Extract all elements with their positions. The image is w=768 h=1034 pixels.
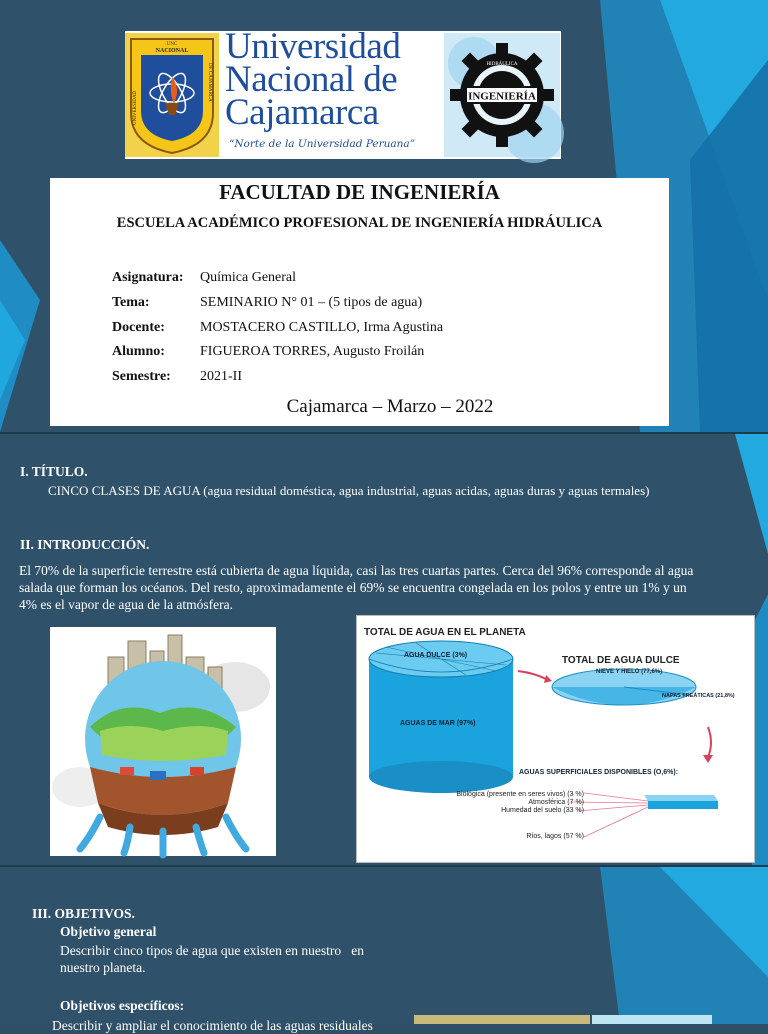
chart-item: Biológica (presente en seres vivos) (3 %): [456, 791, 584, 798]
info-value: SEMINARIO N° 01 – (5 tipos de agua): [200, 295, 423, 310]
general-objective-heading: Objetivo general: [60, 924, 157, 939]
objectives-heading: III. OBJETIVOS.: [32, 906, 135, 921]
earth-water-illustration: [50, 627, 276, 856]
info-row-asignatura: [112, 270, 296, 286]
napas-label: NAPAS FREÁTICAS (21,8%): [662, 693, 735, 699]
school-title: ESCUELA ACADÉMICO PROFESIONAL DE INGENIERÍA HIDRÁULICA: [116, 215, 603, 231]
university-name-line3: Cajamarca: [225, 92, 379, 133]
crest-top-text: UNC: [166, 42, 178, 47]
city-date: Cajamarca – Marzo – 2022: [286, 396, 494, 417]
info-label: Asignatura:: [112, 270, 184, 285]
objectives-slide: [0, 867, 768, 1033]
cover-slide: [0, 0, 768, 432]
chart-title: TOTAL DE AGUA EN EL PLANETA: [364, 627, 526, 638]
intro-line: salada que forman los océanos. Del resto, aproximadamente el 69% se encuentra congelada en los polos y entre un 1% y un: [19, 580, 687, 595]
info-value: 2021-II: [200, 369, 242, 384]
intro-line: El 70% de la superficie terrestre está cubierta de agua líquida, casi las tres cuartas partes. Cerca del 96% corresponde al agua: [19, 563, 694, 578]
cylinder-base: [369, 761, 513, 793]
fresh-title: TOTAL DE AGUA DULCE: [562, 655, 680, 666]
intro-heading: II. INTRODUCCIÓN.: [20, 537, 150, 552]
crest-left-text: UNIVERSIDAD: [133, 90, 138, 125]
intro-body: [19, 562, 759, 613]
specific-objectives-heading: Objetivos específicos:: [60, 998, 185, 1013]
title-body: CINCO CLASES DE AGUA (agua residual doméstica, agua industrial, aguas acidas, aguas duras y aguas termales): [48, 483, 650, 498]
crest-nacional-text: NACIONAL: [155, 48, 189, 54]
engineering-logo-icon: [444, 33, 560, 157]
cover-card: [50, 178, 669, 426]
general-objective-line: nuestro planeta.: [60, 960, 146, 975]
university-crest-icon: [125, 33, 219, 157]
agua-dulce-label: AGUA DULCE (3%): [404, 652, 468, 659]
engineering-logo-ring-text: HIDRÁULICA: [486, 62, 518, 67]
info-label: Alumno:: [112, 344, 165, 359]
general-objective-line: Describir cinco tipos de agua que existen en nuestro en: [60, 943, 365, 958]
faculty-title: FACULTAD DE INGENIERÍA: [219, 180, 500, 204]
chart-item: Ríos, lagos (57 %): [526, 833, 584, 840]
intro-slide: [0, 434, 768, 865]
engineering-logo-text: INGENIERÍA: [468, 90, 536, 103]
chart-item: Atmosférica (7 %): [528, 799, 584, 806]
info-row-semestre: [112, 369, 242, 385]
chart-item: Humedad del suelo (33 %): [501, 807, 584, 814]
specific-objective-line: Describir y ampliar el conocimiento de las aguas residuales: [52, 1018, 373, 1033]
general-objective-body: [60, 942, 405, 976]
info-label: Tema:: [112, 295, 150, 310]
water-chart-svg: [356, 615, 755, 863]
info-row-tema: [112, 295, 422, 311]
university-name-line2: Nacional de: [225, 59, 398, 100]
aguas-mar-label: AGUAS DE MAR (97%): [400, 720, 476, 727]
info-row-alumno: [112, 344, 424, 360]
info-row-docente: [112, 320, 443, 336]
intro-line: 4% es el vapor de agua de la atmósfera.: [19, 597, 234, 612]
title-heading: I. TÍTULO.: [20, 464, 88, 479]
water-distribution-chart: [356, 615, 755, 863]
superficiales-label: AGUAS SUPERFICIALES DISPONIBLES (O,6%):: [519, 769, 679, 776]
university-name: [225, 26, 437, 133]
nieve-label: NIEVE Y HIELO (77,6%): [596, 669, 663, 675]
crest-right-text: DE CAJAMARCA: [207, 63, 212, 102]
info-label: Docente:: [112, 320, 165, 335]
info-value: MOSTACERO CASTILLO, Irma Agustina: [200, 320, 444, 335]
info-value: Química General: [200, 270, 297, 285]
info-label: Semestre:: [112, 369, 171, 384]
university-motto: “Norte de la Universidad Peruana”: [229, 138, 416, 150]
university-name-line1: Universidad: [225, 26, 401, 67]
info-value: FIGUEROA TORRES, Augusto Froilán: [200, 344, 425, 359]
